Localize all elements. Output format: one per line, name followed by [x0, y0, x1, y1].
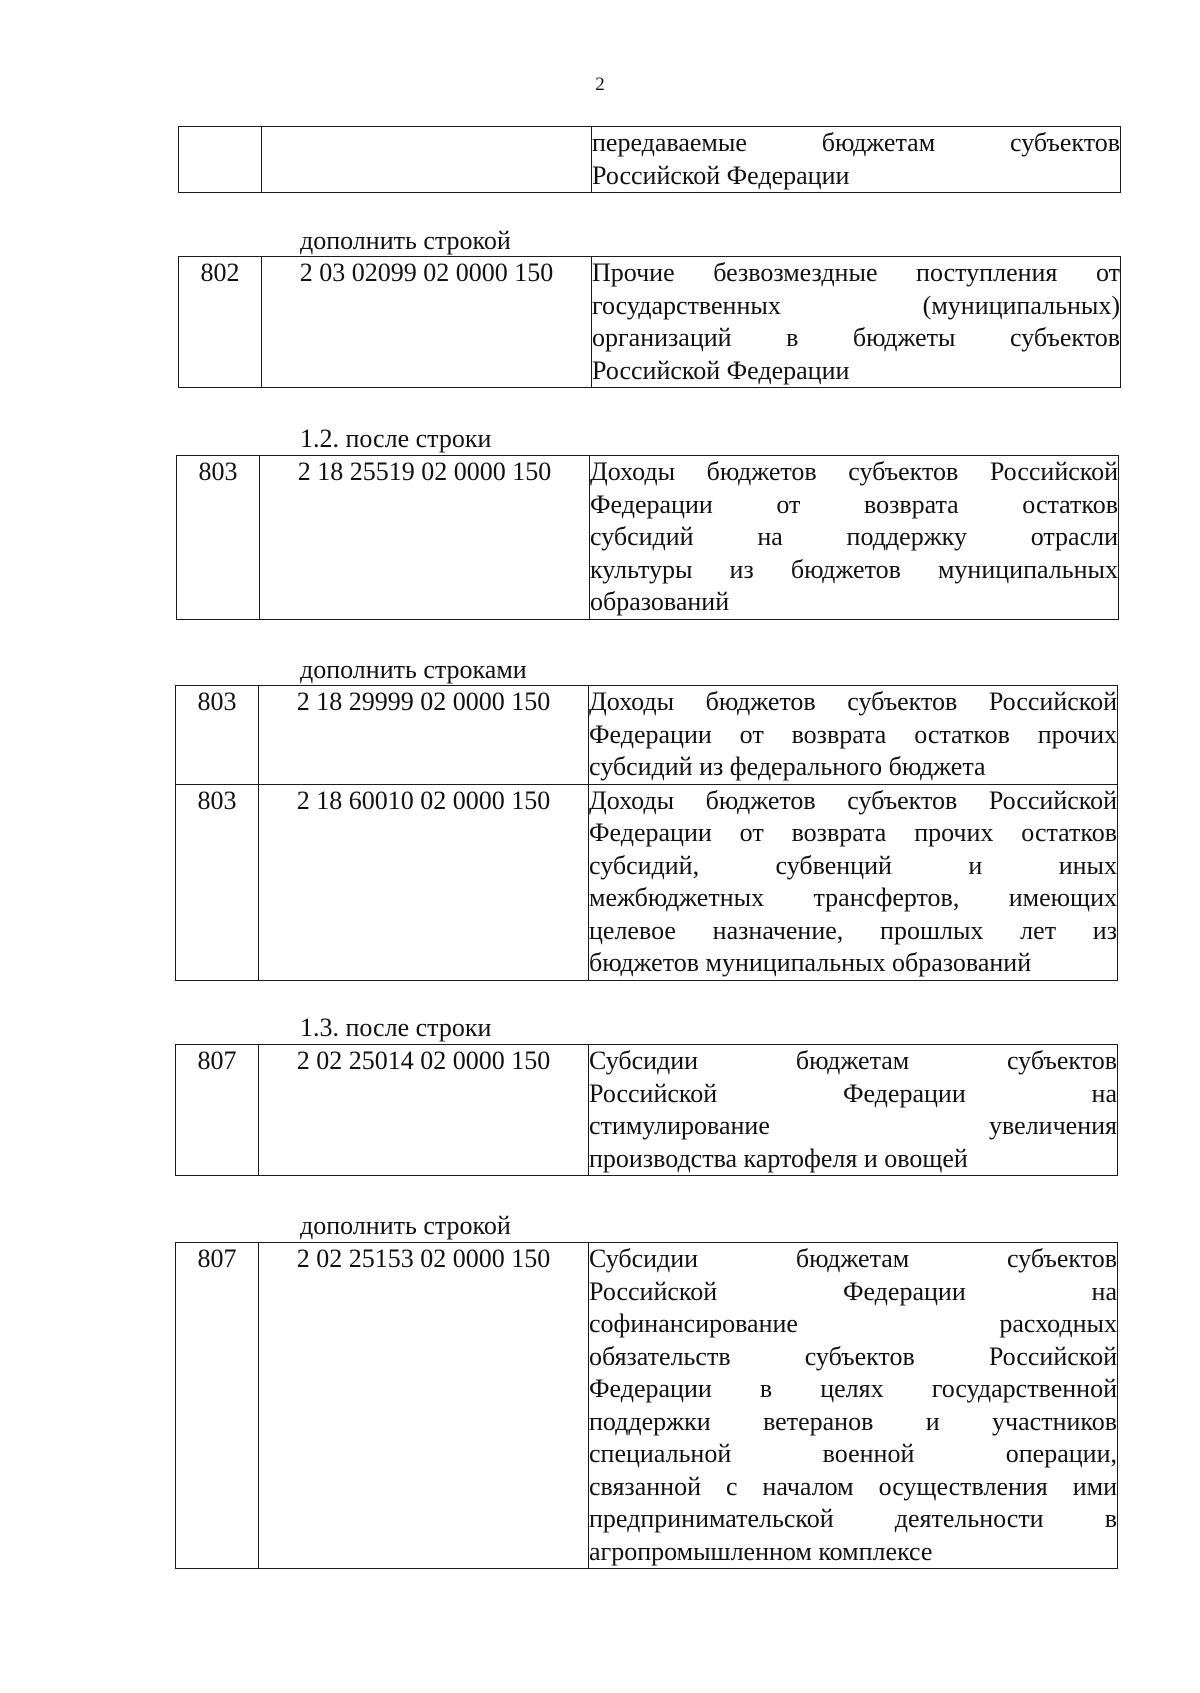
- description-line: Субсидии бюджетам субъектов: [589, 1046, 1117, 1075]
- table-row: [176, 784, 1118, 980]
- table-row: [176, 686, 1118, 785]
- budget-code-table: [175, 685, 1118, 981]
- code-cell: 2 18 60010 02 0000 150: [259, 784, 589, 980]
- description-line: Федерации от возврата прочих остатков: [589, 818, 1117, 847]
- code-cell: [262, 127, 592, 193]
- description-line: межбюджетных трансфертов, имеющих: [589, 883, 1117, 912]
- description-cell: [589, 1243, 1118, 1569]
- description-line: Доходы бюджетов субъектов Российской: [590, 457, 1118, 486]
- num-cell: 802: [179, 257, 262, 388]
- description-line: агропромышленном комплексе: [589, 1536, 933, 1566]
- description-line: Российской Федерации: [592, 160, 850, 190]
- budget-code-table: [175, 1242, 1118, 1569]
- description-cell: [589, 1045, 1118, 1176]
- description-cell: [590, 456, 1119, 620]
- description-line: бюджетов муниципальных образований: [589, 948, 1032, 977]
- description-line: целевое назначение, прошлых лет из: [589, 915, 1117, 945]
- description-line: Российской Федерации на: [589, 1078, 1117, 1108]
- description-line: Федерации от возврата остатков: [590, 489, 1118, 519]
- description-line: Доходы бюджетов субъектов Российской: [589, 687, 1117, 716]
- description-line: культуры из бюджетов муниципальных: [590, 554, 1118, 584]
- description-line: поддержки ветеранов и участников: [589, 1406, 1117, 1436]
- description-line: Субсидии бюджетам субъектов: [589, 1244, 1117, 1273]
- code-cell: 2 02 25153 02 0000 150: [259, 1243, 589, 1569]
- description-cell: [592, 127, 1121, 193]
- description-line: Прочие безвозмездные поступления от: [592, 258, 1120, 287]
- description-line: организаций в бюджеты субъектов: [592, 323, 1120, 352]
- description-line: Российской Федерации на: [589, 1276, 1117, 1306]
- num-cell: 803: [177, 456, 260, 620]
- description-line: софинансирование расходных: [589, 1309, 1117, 1338]
- num-cell: 803: [176, 686, 259, 785]
- description-cell: [589, 784, 1118, 980]
- section-caption: дополнить строками: [300, 655, 527, 684]
- budget-code-table: [175, 1044, 1118, 1176]
- section-caption: 1.2. после строки: [300, 424, 492, 453]
- description-line: обязательств субъектов Российской: [589, 1341, 1117, 1371]
- description-line: Федерации от возврата остатков прочих: [589, 719, 1117, 749]
- code-cell: 2 18 29999 02 0000 150: [259, 686, 589, 785]
- table-row: [176, 1045, 1118, 1176]
- description-line: субсидий, субвенций и иных: [589, 850, 1117, 880]
- description-cell: [589, 686, 1118, 785]
- num-cell: 807: [176, 1243, 259, 1569]
- section-caption: 1.3. после строки: [300, 1013, 492, 1042]
- table-row: [179, 257, 1121, 388]
- budget-code-table: [178, 256, 1121, 388]
- code-cell: 2 02 25014 02 0000 150: [259, 1045, 589, 1176]
- num-cell: [179, 127, 262, 193]
- table-row: [179, 127, 1121, 193]
- continuation-table: [178, 126, 1121, 193]
- description-line: специальной военной операции,: [589, 1439, 1117, 1468]
- description-line: стимулирование увеличения: [589, 1111, 1117, 1140]
- description-line: субсидий на поддержку отрасли: [590, 522, 1118, 551]
- section-caption: дополнить строкой: [300, 226, 511, 255]
- code-cell: 2 18 25519 02 0000 150: [260, 456, 590, 620]
- description-line: предпринимательской деятельности в: [589, 1504, 1117, 1533]
- description-cell: [592, 257, 1121, 388]
- table-row: [176, 1243, 1118, 1569]
- section-caption: дополнить строкой: [300, 1211, 511, 1240]
- description-line: передаваемые бюджетам субъектов: [592, 128, 1120, 157]
- description-line: связанной с началом осуществления ими: [589, 1471, 1117, 1501]
- num-cell: 807: [176, 1045, 259, 1176]
- table-row: [177, 456, 1119, 620]
- page-number: 2: [595, 74, 605, 95]
- description-line: Доходы бюджетов субъектов Российской: [589, 785, 1117, 815]
- description-line: Федерации в целях государственной: [589, 1374, 1117, 1403]
- budget-code-table: [176, 455, 1119, 620]
- description-line: государственных (муниципальных): [592, 290, 1120, 320]
- code-cell: 2 03 02099 02 0000 150: [262, 257, 592, 388]
- description-line: образований: [590, 587, 730, 616]
- num-cell: 803: [176, 784, 259, 980]
- description-line: субсидий из федерального бюджета: [589, 752, 986, 781]
- description-line: Российской Федерации: [592, 355, 850, 385]
- description-line: производства картофеля и овощей: [589, 1143, 968, 1173]
